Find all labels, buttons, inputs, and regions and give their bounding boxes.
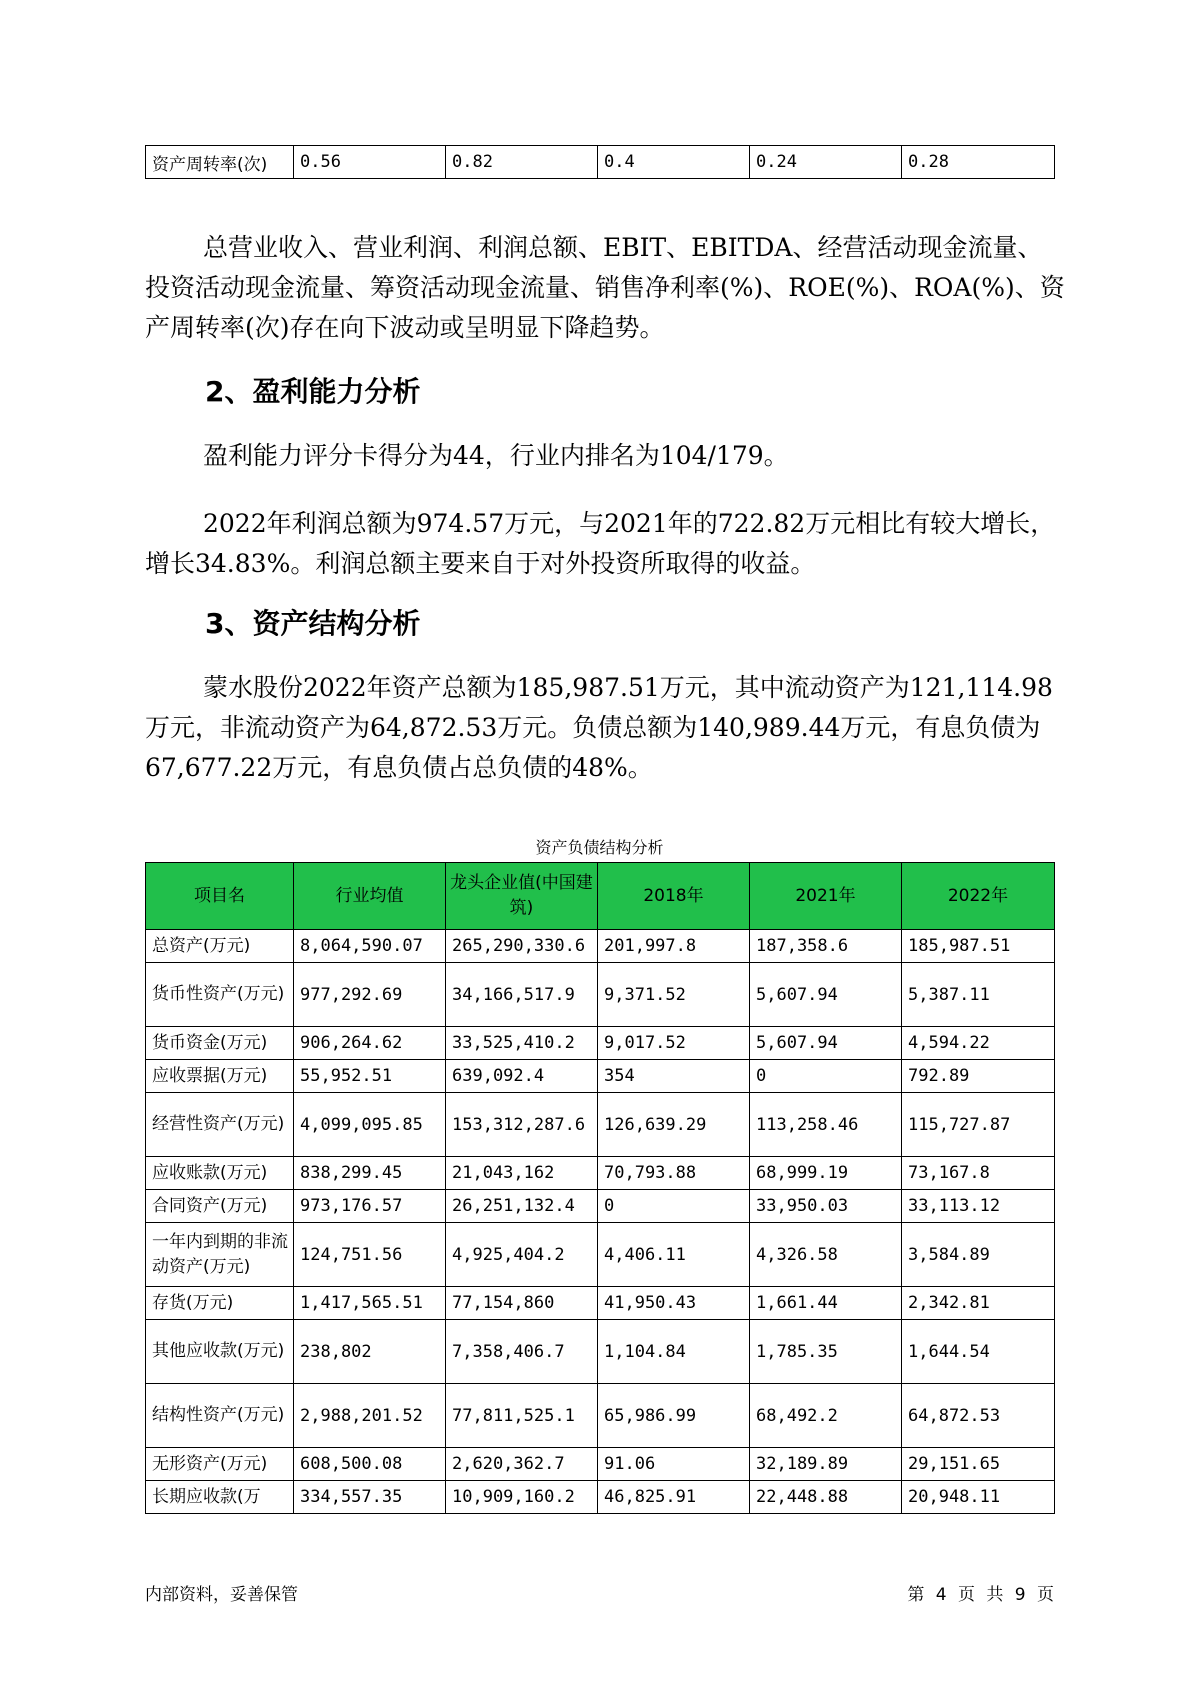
table-cell: 46,825.91: [598, 1481, 750, 1514]
table-row: [146, 1093, 1055, 1157]
table-cell: 8,064,590.07: [294, 930, 446, 963]
row-label: 一年内到期的非流动资产(万元): [146, 1223, 294, 1287]
table-cell: 73,167.8: [902, 1157, 1055, 1190]
row-label: 货币性资产(万元): [146, 963, 294, 1027]
asset-paragraph: 蒙水股份2022年资产总额为185,987.51万元，其中流动资产为121,114.98万元，非流动资产为64,872.53万元。负债总额为140,989.44万元，有息负债为67,677.22万元，有息负债占总负债的48%。: [145, 673, 1053, 782]
table-cell: 33,113.12: [902, 1190, 1055, 1223]
row-label: 无形资产(万元): [146, 1448, 294, 1481]
table-cell: 238,802: [294, 1320, 446, 1384]
row-label: 总资产(万元): [146, 930, 294, 963]
table-cell: 185,987.51: [902, 930, 1055, 963]
table-cell: 65,986.99: [598, 1384, 750, 1448]
table-cell: 26,251,132.4: [446, 1190, 598, 1223]
table-header-row: [146, 863, 1055, 930]
table-cell: 0.4: [598, 146, 750, 179]
turnover-table: [145, 145, 1055, 179]
table-row: [146, 1027, 1055, 1060]
table-cell: 124,751.56: [294, 1223, 446, 1287]
table-cell: 4,326.58: [750, 1223, 902, 1287]
table-cell: 0.56: [294, 146, 446, 179]
table-cell: 22,448.88: [750, 1481, 902, 1514]
table-cell: 334,557.35: [294, 1481, 446, 1514]
table-cell: 0.24: [750, 146, 902, 179]
table-cell: 265,290,330.6: [446, 930, 598, 963]
profit-paragraph: 2022年利润总额为974.57万元，与2021年的722.82万元相比有较大增长，增长34.83%。利润总额主要来自于对外投资所取得的收益。: [145, 509, 1056, 578]
table-row: [146, 1384, 1055, 1448]
table-cell: 5,607.94: [750, 1027, 902, 1060]
row-label: 应收票据(万元): [146, 1060, 294, 1093]
table-cell: 1,785.35: [750, 1320, 902, 1384]
table-cell: 0.82: [446, 146, 598, 179]
row-label: 长期应收款(万: [146, 1481, 294, 1514]
table-cell: 0: [750, 1060, 902, 1093]
table-cell: 41,950.43: [598, 1287, 750, 1320]
table-row: [146, 1320, 1055, 1384]
row-label: 结构性资产(万元): [146, 1384, 294, 1448]
section-heading-profitability: 2、盈利能力分析: [205, 375, 421, 408]
table-cell: 77,154,860: [446, 1287, 598, 1320]
table-cell: 2,988,201.52: [294, 1384, 446, 1448]
column-header: 行业均值: [294, 863, 446, 930]
table-cell: 10,909,160.2: [446, 1481, 598, 1514]
table-caption: 资产负债结构分析: [535, 838, 664, 857]
table-row: [146, 146, 1055, 179]
score-paragraph: 盈利能力评分卡得分为44，行业内排名为104/179。: [203, 441, 789, 470]
row-label: 货币资金(万元): [146, 1027, 294, 1060]
table-cell: 70,793.88: [598, 1157, 750, 1190]
column-header: 龙头企业值(中国建筑): [446, 863, 598, 930]
table-cell: 792.89: [902, 1060, 1055, 1093]
table-cell: 973,176.57: [294, 1190, 446, 1223]
table-cell: 64,872.53: [902, 1384, 1055, 1448]
table-cell: 153,312,287.6: [446, 1093, 598, 1157]
row-label: 资产周转率(次): [146, 146, 294, 179]
table-cell: 33,950.03: [750, 1190, 902, 1223]
column-header: 项目名: [146, 863, 294, 930]
table-cell: 3,584.89: [902, 1223, 1055, 1287]
table-cell: 4,925,404.2: [446, 1223, 598, 1287]
table-cell: 1,661.44: [750, 1287, 902, 1320]
balance-structure-table: [145, 862, 1055, 1514]
column-header: 2022年: [902, 863, 1055, 930]
table-cell: 4,099,095.85: [294, 1093, 446, 1157]
table-row: [146, 963, 1055, 1027]
table-cell: 639,092.4: [446, 1060, 598, 1093]
table-cell: 68,999.19: [750, 1157, 902, 1190]
table-row: [146, 930, 1055, 963]
table-cell: 34,166,517.9: [446, 963, 598, 1027]
column-header: 2018年: [598, 863, 750, 930]
table-cell: 115,727.87: [902, 1093, 1055, 1157]
table-row: [146, 1190, 1055, 1223]
table-cell: 77,811,525.1: [446, 1384, 598, 1448]
table-cell: 4,594.22: [902, 1027, 1055, 1060]
table-cell: 201,997.8: [598, 930, 750, 963]
table-cell: 9,017.52: [598, 1027, 750, 1060]
table-cell: 5,607.94: [750, 963, 902, 1027]
table-cell: 2,620,362.7: [446, 1448, 598, 1481]
table-cell: 4,406.11: [598, 1223, 750, 1287]
table-cell: 7,358,406.7: [446, 1320, 598, 1384]
table-cell: 2,342.81: [902, 1287, 1055, 1320]
table-cell: 977,292.69: [294, 963, 446, 1027]
table-cell: 1,417,565.51: [294, 1287, 446, 1320]
table-cell: 906,264.62: [294, 1027, 446, 1060]
section-heading-asset-structure: 3、资产结构分析: [205, 607, 421, 640]
table-cell: 0.28: [902, 146, 1055, 179]
table-cell: 187,358.6: [750, 930, 902, 963]
row-label: 合同资产(万元): [146, 1190, 294, 1223]
row-label: 应收账款(万元): [146, 1157, 294, 1190]
table-cell: 68,492.2: [750, 1384, 902, 1448]
table-cell: 21,043,162: [446, 1157, 598, 1190]
table-cell: 608,500.08: [294, 1448, 446, 1481]
table-row: [146, 1481, 1055, 1514]
table-cell: 32,189.89: [750, 1448, 902, 1481]
table-cell: 29,151.65: [902, 1448, 1055, 1481]
table-cell: 354: [598, 1060, 750, 1093]
column-header: 2021年: [750, 863, 902, 930]
table-cell: 1,644.54: [902, 1320, 1055, 1384]
table-cell: 838,299.45: [294, 1157, 446, 1190]
table-row: [146, 1287, 1055, 1320]
row-label: 经营性资产(万元): [146, 1093, 294, 1157]
table-row: [146, 1223, 1055, 1287]
table-row: [146, 1448, 1055, 1481]
table-cell: 55,952.51: [294, 1060, 446, 1093]
table-cell: 0: [598, 1190, 750, 1223]
table-cell: 33,525,410.2: [446, 1027, 598, 1060]
table-cell: 113,258.46: [750, 1093, 902, 1157]
table-body: [146, 930, 1055, 1514]
table-cell: 126,639.29: [598, 1093, 750, 1157]
footer-confidential: 内部资料，妥善保管: [145, 1585, 298, 1605]
table-cell: 9,371.52: [598, 963, 750, 1027]
table-row: [146, 1157, 1055, 1190]
table-cell: 20,948.11: [902, 1481, 1055, 1514]
table-cell: 5,387.11: [902, 963, 1055, 1027]
trend-paragraph: 总营业收入、营业利润、利润总额、EBIT、EBITDA、经营活动现金流量、投资活动现金流量、筹资活动现金流量、销售净利率(%)、ROE(%)、ROA(%)、资产周转率(次)存在向下波动或呈明显下降趋势。: [145, 233, 1065, 342]
table-cell: 91.06: [598, 1448, 750, 1481]
table-cell: 1,104.84: [598, 1320, 750, 1384]
table-row: [146, 1060, 1055, 1093]
page-number: 第 4 页 共 9 页: [907, 1585, 1054, 1605]
row-label: 存货(万元): [146, 1287, 294, 1320]
row-label: 其他应收款(万元): [146, 1320, 294, 1384]
